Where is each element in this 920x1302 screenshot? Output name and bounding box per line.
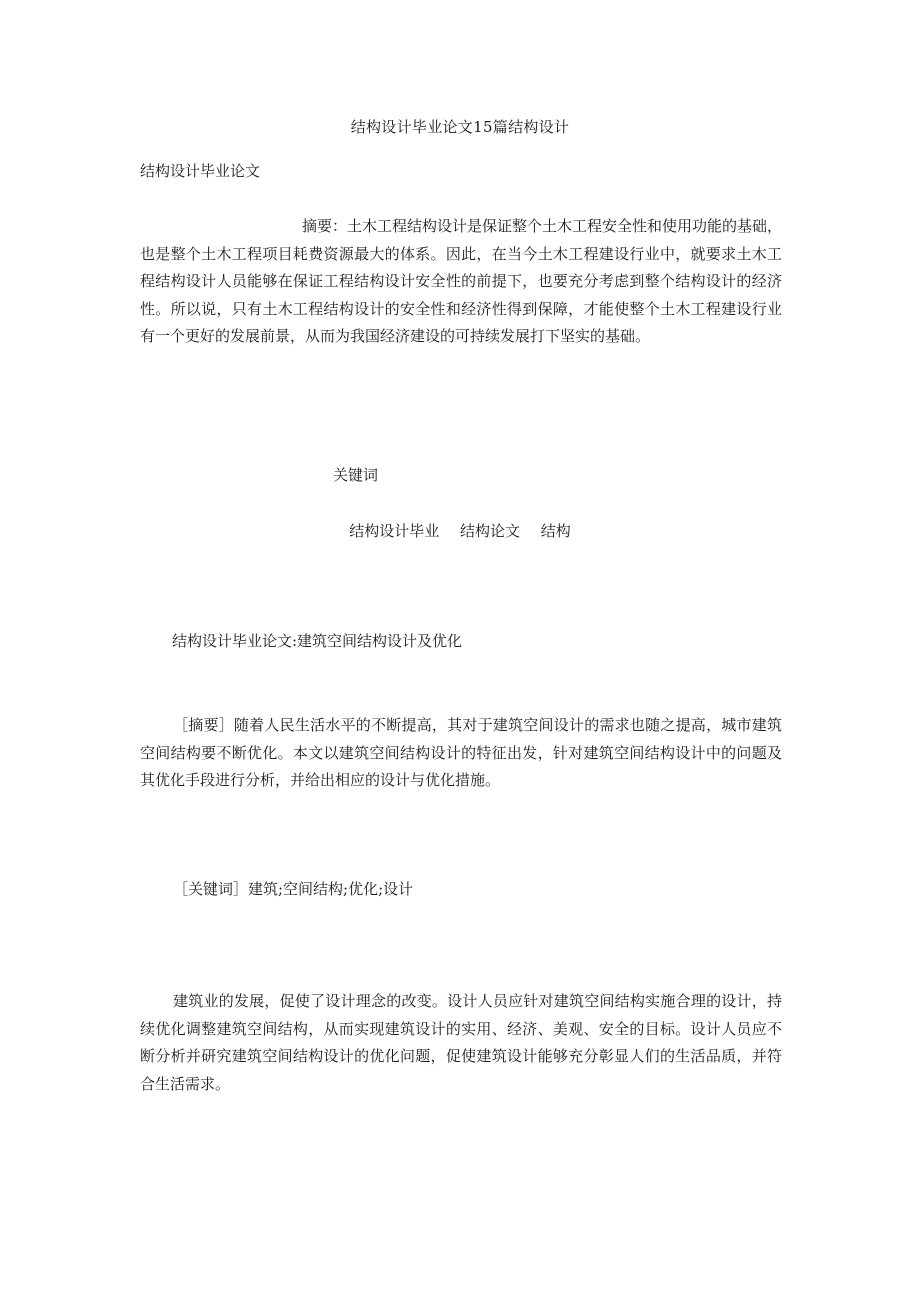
keyword-item: 结构 xyxy=(540,522,571,540)
article-abstract: ［摘要］随着人民生活水平的不断提高，其对于建筑空间设计的需求也随之提高，城市建筑空间结构要不断优化。本文以建筑空间结构设计的特征出发，针对建筑空间结构设计中的问题及其优化手段进行分析，并给出相应的设计与优化措施。 xyxy=(140,716,782,789)
document-title: 结构设计毕业论文15篇结构设计 xyxy=(350,118,570,136)
keyword-item: 结构设计毕业 xyxy=(349,522,440,540)
abstract-paragraph: 摘要：土木工程结构设计是保证整个土木工程安全性和使用功能的基础，也是整个土木工程项目耗费资源最大的体系。因此，在当今土木工程建设行业中，就要求土木工程结构设计人员能够在保证工程结构设计安全性的前提下，也要充分考虑到整个结构设计的经济性。所以说，只有土木工程结构设计的安全性和经济性得到保障，才能使整个土木工程建设行业有一个更好的发展前景，从而为我国经济建设的可持续发展打下坚实的基础。 xyxy=(140,217,783,345)
body-paragraph: 建筑业的发展，促使了设计理念的改变。设计人员应针对建筑空间结构实施合理的设计，持续优化调整建筑空间结构，从而实现建筑设计的实用、经济、美观、安全的目标。设计人员应不断分析并研究建筑空间结构设计的优化问题，促使建筑设计能够充分彰显人们的生活品质，并符合生活需求。 xyxy=(140,992,782,1093)
keywords-label: 关键词 xyxy=(333,466,379,484)
keyword-item: 结构论文 xyxy=(459,522,520,540)
document-subtitle: 结构设计毕业论文 xyxy=(140,162,261,180)
article-title: 结构设计毕业论文:建筑空间结构设计及优化 xyxy=(172,632,463,650)
keywords-list xyxy=(0,520,920,541)
article-keywords: ［关键词］建筑;空间结构;优化;设计 xyxy=(173,880,414,898)
